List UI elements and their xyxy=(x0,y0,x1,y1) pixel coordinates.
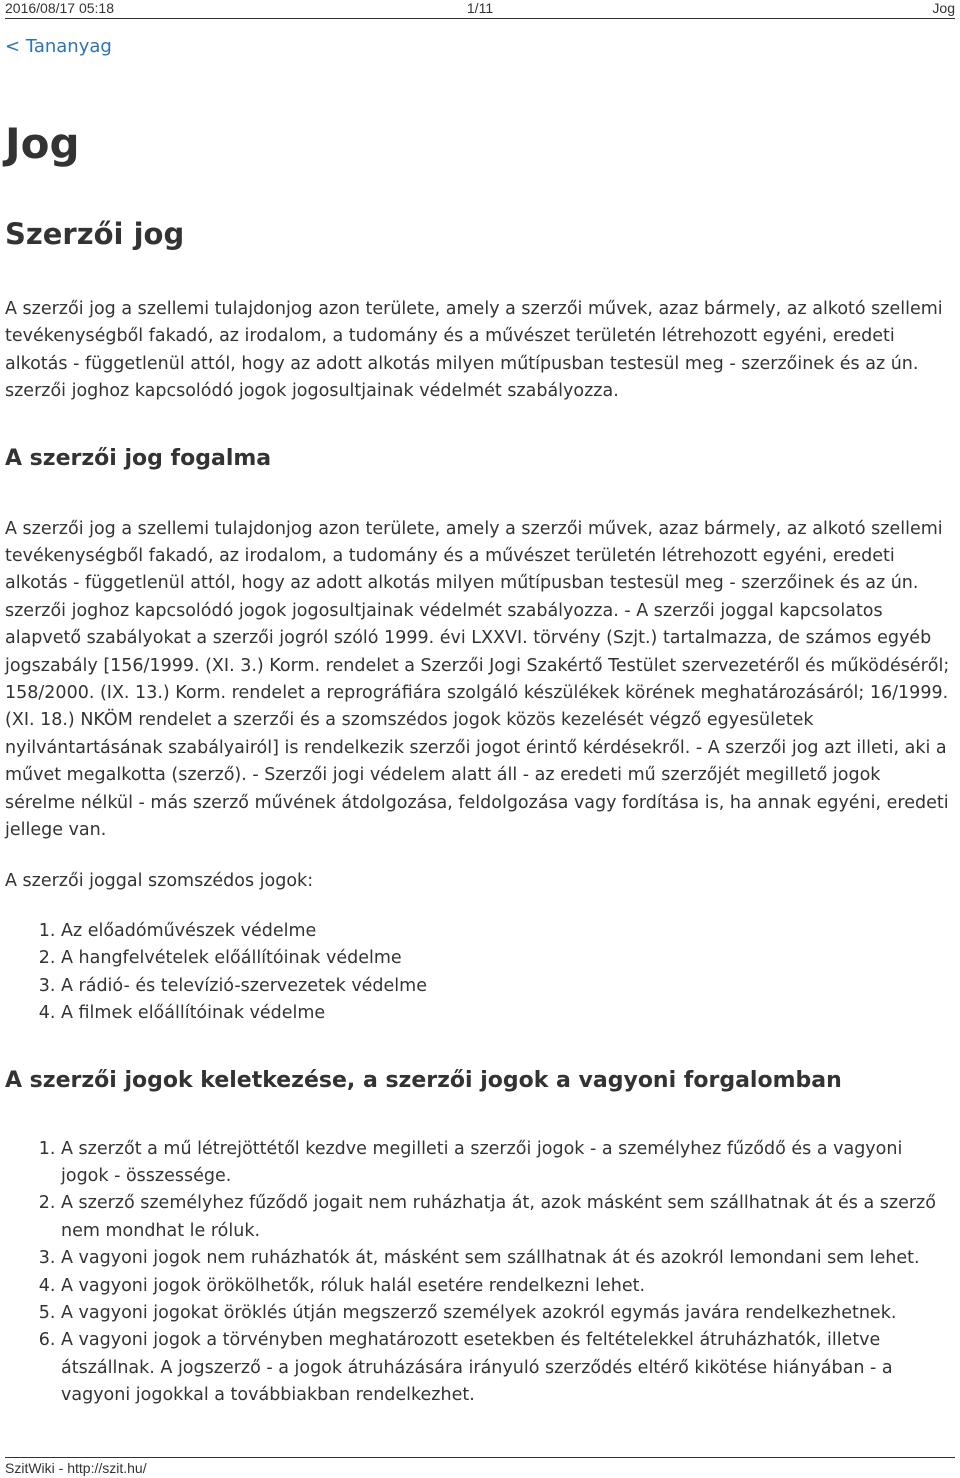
list-item: 5. A vagyoni jogokat öröklés útján megszerző személyek azokról egymás javára rendelkezhetnek. xyxy=(61,1300,955,1327)
section-heading: Szerzői jog xyxy=(5,217,185,251)
print-doc-name: Jog xyxy=(932,0,955,16)
list-item: 4. A vagyoni jogok örökölhetők, róluk halál esetére rendelkezni lehet. xyxy=(61,1273,955,1300)
print-footer xyxy=(5,1457,955,1476)
page-title: Jog xyxy=(5,119,80,168)
list-item: 3. A vagyoni jogok nem ruházhatók át, másként sem szállhatnak át és azokról lemondani sem lehet. xyxy=(61,1245,955,1272)
list-item: 6. A vagyoni jogok a törvényben meghatározott esetekben és feltételekkel átruházhatók, illetve átszállnak. A jogszerző - a jogok átruházására irányuló szerződés eltérő kikötése hiányában - a vagyoni jogokkal a továbbiakban rendelkezhet. xyxy=(61,1327,955,1409)
concept-heading: A szerzői jog fogalma xyxy=(5,445,272,471)
list-item: 3. A rádió- és televízió-szervezetek védelme xyxy=(61,973,955,1000)
list-item: 2. A szerző személyhez fűződő jogait nem ruházhatja át, azok másként sem szállhatnak át és a szerző nem mondhat le róluk. xyxy=(61,1190,955,1245)
print-datetime: 2016/08/17 05:18 xyxy=(5,0,114,16)
footer-text: SzitWiki - http://szit.hu/ xyxy=(5,1460,147,1476)
list-item: 4. A filmek előállítóinak védelme xyxy=(61,1000,955,1027)
list-item: 1. A szerzőt a mű létrejöttétől kezdve megilleti a szerzői jogok - a személyhez fűződő és a vagyoni jogok - összessége. xyxy=(61,1136,955,1191)
print-header xyxy=(5,0,955,19)
concept-paragraph: A szerzői jog a szellemi tulajdonjog azon területe, amely a szerzői művek, azaz bármely, az alkotó szellemi tevékenységből fakadó, az irodalom, a tudomány és a művészet területén létrehozott egyéni, eredeti alkotás - függetlenül attól, hogy az adott alkotás milyen műtípusban testesül meg - szerzőinek és az ún. szerzői joghoz kapcsolódó jogok jogosultjainak védelmét szabályozza. - A szerzői joggal kapcsolatos alapvető szabályokat a szerzői jogról szóló 1999. évi LXXVI. törvény (Szjt.) tartalmazza, de számos egyéb jogszabály [156/1999. (XI. 3.) Korm. rendelet a Szerzői Jogi Szakértő Testület szervezetéről és működéséről; 158/2000. (IX. 13.) Korm. rendelet a reprográfiára szolgáló készülékek körének meghatározásáról; 16/1999. (XI. 18.) NKÖM rendelet a szerzői és a szomszédos jogok közös kezelését végző egyesületek nyilvántartásának szabályairól] is rendelkezik szerzői jogot érintő kérdésekről. - A szerzői jog azt illeti, aki a művet megalkotta (szerző). - Szerzői jogi védelem alatt áll - az eredeti mű szerzőjét megillető jogok sérelme nélkül - más szerző művének átdolgozása, feldolgozása vagy fordítása is, ha annak egyéni, eredeti jellege van. xyxy=(5,518,950,841)
back-link[interactable]: < Tananyag xyxy=(5,36,112,57)
list-item: 1. Az előadóművészek védelme xyxy=(61,918,955,945)
list-item: 2. A hangfelvételek előállítóinak védelme xyxy=(61,945,955,972)
intro-paragraph: A szerzői jog a szellemi tulajdonjog azon területe, amely a szerzői művek, azaz bármely, az alkotó szellemi tevékenységből fakadó, az irodalom, a tudomány és a művészet területén létrehozott egyéni, eredeti alkotás - függetlenül attól, hogy az adott alkotás milyen műtípusban testesül meg - szerzőinek és az ún. szerzői joghoz kapcsolódó jogok jogosultjainak védelmét szabályozza. xyxy=(5,299,943,402)
page-content xyxy=(5,30,955,1410)
neighbouring-intro: A szerzői joggal szomszédos jogok: xyxy=(5,870,314,891)
origin-heading: A szerzői jogok keletkezése, a szerzői jogok a vagyoni forgalomban xyxy=(5,1067,842,1093)
origin-rights-list xyxy=(5,1136,955,1410)
neighbouring-rights-list xyxy=(5,918,955,1028)
page-indicator: 1/11 xyxy=(466,0,494,16)
